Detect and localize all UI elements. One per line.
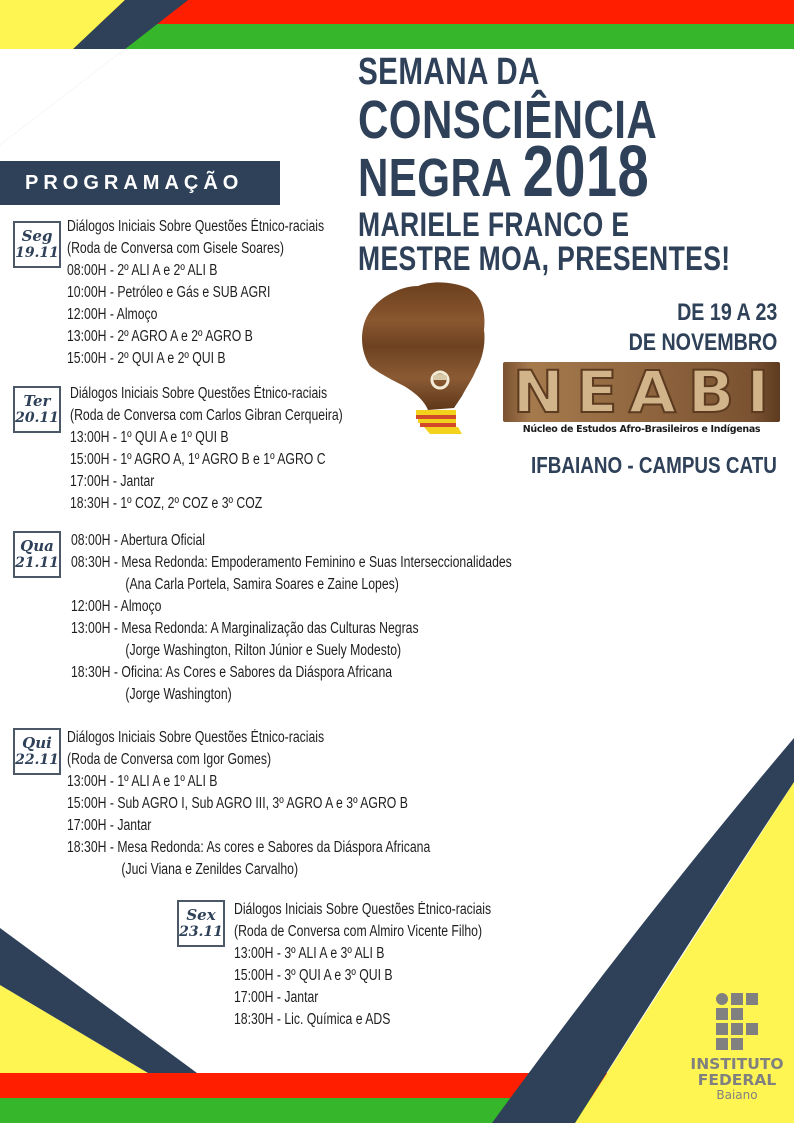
event-line: (Ana Carla Portela, Samira Soares e Zaine Lopes) xyxy=(125,576,399,593)
schedule-day-seg xyxy=(13,218,388,370)
event-line: Diálogos Iniciais Sobre Questões Étnico-raciais xyxy=(67,729,325,746)
day-date: 20.11 xyxy=(15,410,59,426)
event-line: (Roda de Conversa com Carlos Gibran Cerqueira) xyxy=(70,407,343,424)
subtitle-line-2: MESTRE MOA, PRESENTES! xyxy=(358,240,731,278)
neabi-subtitle: Núcleo de Estudos Afro-Brasileiros e Indígenas xyxy=(522,424,761,435)
if-text-instituto: INSTITUTO xyxy=(690,1055,784,1073)
programacao-label: PROGRAMAÇÃO xyxy=(25,171,244,194)
if-text-baiano: Baiano xyxy=(716,1088,758,1102)
event-line: 15:00H - Sub AGRO I, Sub AGRO III, 3º AGRO A e 3º AGRO B xyxy=(67,795,408,812)
schedule-day-qua xyxy=(13,531,622,706)
schedule-day-ter xyxy=(13,386,411,515)
dates-line-1: DE 19 A 23 xyxy=(676,299,777,326)
neabi-letter: A xyxy=(629,358,677,426)
event-line: 08:30H - Mesa Redonda: Empoderamento Feminino e Suas Interseccionalidades xyxy=(71,554,512,571)
event-title xyxy=(358,52,794,276)
title-negra: NEGRA xyxy=(358,148,511,208)
event-line: Diálogos Iniciais Sobre Questões Étnico-raciais xyxy=(70,385,328,402)
day-name: Seg xyxy=(21,227,53,245)
if-text-federal: FEDERAL xyxy=(697,1071,777,1089)
neabi-letter: N xyxy=(512,358,564,426)
day-badge xyxy=(13,531,61,578)
event-line: 18:30H - Oficina: As Cores e Sabores da Diáspora Africana xyxy=(71,664,393,681)
day-events xyxy=(234,899,555,1031)
day-name: Ter xyxy=(23,392,51,410)
schedule-day-qui xyxy=(13,728,521,881)
event-line: 18:30H - Lic. Química e ADS xyxy=(234,1011,391,1028)
event-line: 13:00H - 3º ALI A e 3º ALI B xyxy=(234,945,385,962)
event-line: 18:30H - 1º COZ, 2º COZ e 3º COZ xyxy=(70,495,263,512)
subtitle-line-1: MARIELE FRANCO E xyxy=(358,206,630,244)
event-line: 18:30H - Mesa Redonda: As cores e Sabores da Diáspora Africana xyxy=(67,839,431,856)
neabi-logo xyxy=(503,358,780,438)
title-line-2: CONSCIÊNCIA xyxy=(358,90,658,150)
event-line: (Juci Viana e Zenildes Carvalho) xyxy=(121,861,299,878)
event-line: 17:00H - Jantar xyxy=(70,473,155,490)
event-line: 08:00H - Abertura Oficial xyxy=(71,532,205,549)
event-dates xyxy=(596,298,777,358)
day-badge xyxy=(13,386,61,433)
title-line-3 xyxy=(358,132,731,212)
event-line: Diálogos Iniciais Sobre Questões Étnico-raciais xyxy=(234,901,492,918)
day-date: 22.11 xyxy=(15,752,59,768)
neabi-wordmark xyxy=(503,358,780,426)
title-year: 2018 xyxy=(522,132,650,212)
title-line-1: SEMANA DA xyxy=(358,51,540,93)
event-line: 12:00H - Almoço xyxy=(67,306,158,323)
event-line: 15:00H - 3º QUI A e 3º QUI B xyxy=(234,967,393,984)
day-date: 23.11 xyxy=(179,924,223,940)
event-line: 15:00H - 2º QUI A e 2º QUI B xyxy=(67,350,226,367)
day-date: 21.11 xyxy=(15,555,59,571)
if-logo-icon xyxy=(680,993,794,1050)
event-line: Diálogos Iniciais Sobre Questões Étnico-raciais xyxy=(67,218,325,235)
day-name: Sex xyxy=(186,906,216,924)
event-line: 17:00H - Jantar xyxy=(234,989,319,1006)
day-events xyxy=(71,530,622,706)
programacao-banner xyxy=(0,161,280,205)
day-name: Qua xyxy=(20,537,54,555)
event-line: 15:00H - 1º AGRO A, 1º AGRO B e 1º AGRO C xyxy=(70,451,326,468)
event-line: 17:00H - Jantar xyxy=(67,817,152,834)
event-line: (Roda de Conversa com Almiro Vicente Filho) xyxy=(234,923,483,940)
day-events xyxy=(67,727,521,881)
event-line: 08:00H - 2º ALI A e 2º ALI B xyxy=(67,262,218,279)
day-badge xyxy=(13,728,61,775)
event-line: 13:00H - 2º AGRO A e 2º AGRO B xyxy=(67,328,253,345)
neabi-letter: E xyxy=(575,358,618,426)
event-line: (Roda de Conversa com Gisele Soares) xyxy=(67,240,284,257)
day-events xyxy=(67,216,388,370)
day-date: 19.11 xyxy=(15,245,59,261)
event-line: 12:00H - Almoço xyxy=(71,598,162,615)
neabi-letter: I xyxy=(746,358,770,426)
neabi-letter: B xyxy=(688,358,735,426)
event-line: (Jorge Washington, Rilton Júnior e Suely Modesto) xyxy=(125,642,402,659)
dates-line-2: DE NOVEMBRO xyxy=(628,329,777,356)
day-badge xyxy=(13,221,61,268)
event-line: (Roda de Conversa com Igor Gomes) xyxy=(67,751,272,768)
event-line: 13:00H - 1º QUI A e 1º QUI B xyxy=(70,429,229,446)
day-name: Qui xyxy=(22,734,52,752)
event-line: (Jorge Washington) xyxy=(125,686,232,703)
schedule-day-sex xyxy=(177,900,555,1031)
event-line: 10:00H - Petróleo e Gás e SUB AGRI xyxy=(67,284,271,301)
instituto-federal-logo xyxy=(680,993,794,1103)
campus-label: IFBAIANO - CAMPUS CATU xyxy=(531,452,777,478)
day-badge xyxy=(177,900,225,947)
day-events xyxy=(70,383,411,515)
event-line: 13:00H - Mesa Redonda: A Marginalização das Culturas Negras xyxy=(71,620,419,637)
event-line: 13:00H - 1º ALI A e 1º ALI B xyxy=(67,773,218,790)
